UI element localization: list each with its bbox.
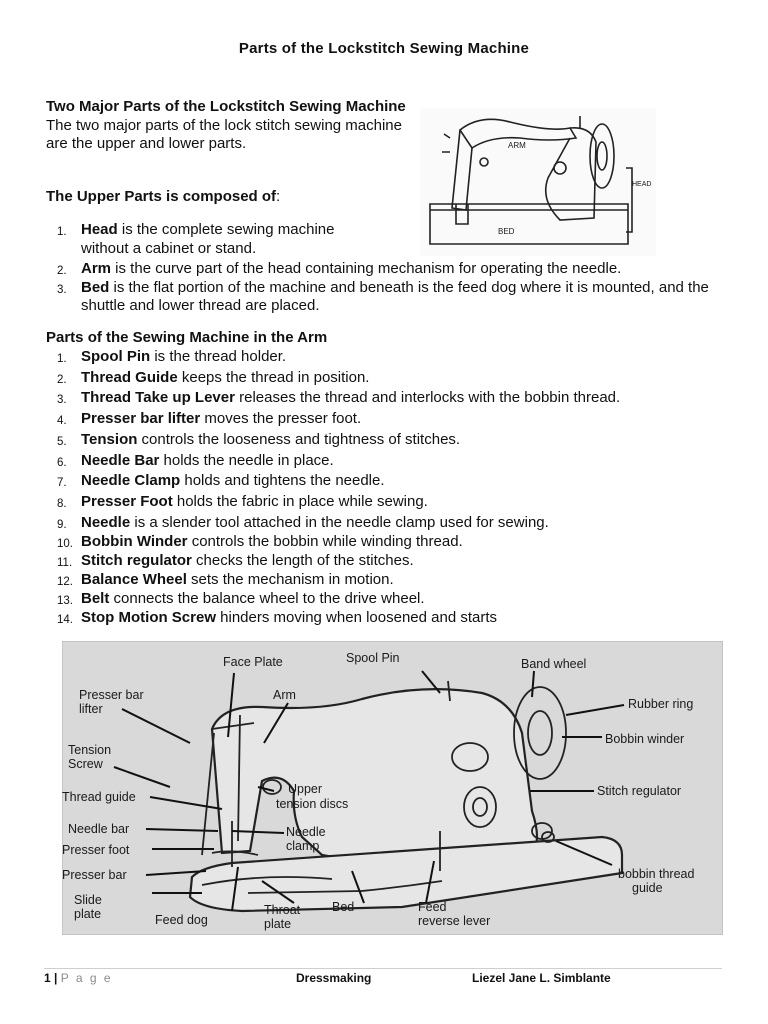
label-band-wheel: Band wheel	[521, 657, 587, 671]
list-term: Spool Pin	[81, 348, 151, 365]
list-number: 6.	[57, 456, 67, 469]
list-desc: keeps the thread in position.	[177, 368, 370, 386]
list-item	[46, 409, 746, 430]
footer-author: Liezel Jane L. Simblante	[472, 971, 611, 985]
label-stitch-regulator: Stitch regulator	[597, 784, 682, 798]
list-item	[46, 451, 746, 472]
list-desc: hinders moving when loosened and starts	[216, 608, 498, 626]
label-tension-2: Screw	[68, 757, 103, 771]
page-word: P a g e	[60, 971, 113, 985]
list-desc: holds the fabric in place while sewing.	[172, 492, 428, 510]
upper-heading-tail: :	[276, 188, 281, 205]
list-term: Presser bar lifter	[81, 410, 201, 428]
list-item	[46, 388, 746, 409]
list-number: 1.	[57, 226, 67, 238]
label-arm: Arm	[273, 688, 296, 702]
label-thread-guide: Thread guide	[62, 790, 136, 804]
list-number: 3.	[57, 283, 67, 296]
page-number: 1	[44, 971, 51, 985]
intro-text: The two major parts of the lock stitch sewing machine are the upper and lower parts.	[46, 116, 402, 152]
label-bobbin-thread-2: guide	[632, 881, 663, 895]
list-item	[46, 513, 746, 534]
list-desc: controls the looseness and tightness of stitches.	[137, 430, 461, 448]
label-bobbin-thread-1: bobbin thread	[618, 867, 695, 881]
list-term: Needle	[81, 513, 131, 531]
list-desc: is a slender tool attached in the needle clamp used for sewing.	[130, 513, 549, 531]
label-spool-pin: Spool Pin	[346, 651, 400, 665]
list-number: 10.	[57, 538, 73, 551]
sewing-machine-diagram-drawing	[62, 641, 723, 935]
footer-subject: Dressmaking	[296, 971, 372, 985]
list-desc: sets the mechanism in motion.	[186, 570, 394, 588]
list-number: 2.	[57, 373, 67, 386]
list-term: Stitch regulator	[81, 552, 192, 570]
label-needle-clamp-2: clamp	[286, 839, 320, 853]
label-needle-bar: Needle bar	[68, 822, 130, 836]
label-tension-1: Tension	[68, 743, 112, 757]
list-term: Arm	[81, 260, 112, 277]
label-throat-plate-2: plate	[264, 917, 292, 931]
list-number: 11.	[57, 557, 73, 570]
list-desc: controls the bobbin while winding thread.	[187, 533, 463, 551]
sketch-label-head: HEAD	[632, 181, 652, 188]
label-slide-plate-1: Slide	[74, 893, 102, 907]
list-desc: releases the thread and interlocks with the bobbin thread.	[234, 389, 621, 407]
upper-heading-bold: The Upper Parts is composed of	[46, 188, 277, 205]
list-item	[46, 221, 381, 258]
page-separator: |	[50, 971, 61, 985]
label-feed-reverse-1: Feed	[418, 900, 447, 914]
label-face-plate: Face Plate	[223, 655, 283, 669]
arm-parts-list	[46, 347, 746, 627]
list-number: 12.	[57, 575, 73, 588]
footer-divider	[44, 968, 722, 969]
footer-page-number	[44, 971, 113, 985]
list-item	[46, 347, 746, 368]
list-number: 14.	[57, 613, 73, 626]
list-desc: holds and tightens the needle.	[180, 472, 385, 490]
list-number: 5.	[57, 435, 67, 448]
list-item	[46, 430, 746, 451]
list-term: Needle Bar	[81, 451, 160, 469]
label-presser-bar-lifter-2: lifter	[79, 702, 103, 716]
list-number: 4.	[57, 415, 67, 428]
list-item	[46, 590, 746, 609]
machine-sketch-figure	[420, 108, 656, 256]
list-term: Tension	[81, 430, 138, 448]
list-desc: checks the length of the stitches.	[191, 552, 414, 570]
list-term: Belt	[81, 589, 110, 607]
list-item	[46, 279, 731, 316]
list-desc: is the thread holder.	[150, 348, 287, 365]
list-number: 7.	[57, 477, 67, 490]
intro-heading: Two Major Parts of the Lockstitch Sewing Machine	[46, 98, 406, 115]
list-term: Needle Clamp	[81, 472, 181, 490]
label-throat-plate-1: Throat	[264, 903, 301, 917]
list-term: Head	[81, 221, 118, 238]
intro-section	[46, 98, 406, 154]
list-term: Bed	[81, 278, 110, 296]
list-desc: is the flat portion of the machine and beneath is the feed dog where it is mounted, and the shuttle and lower thread are placed.	[81, 278, 709, 314]
label-presser-bar: Presser bar	[62, 868, 127, 882]
label-needle-clamp-1: Needle	[286, 825, 326, 839]
list-desc: is the curve part of the head containing mechanism for operating the needle.	[111, 260, 622, 277]
label-slide-plate-2: plate	[74, 907, 102, 921]
list-desc: is the complete sewing machine without a cabinet or stand.	[81, 221, 335, 257]
list-desc: moves the presser foot.	[200, 410, 362, 428]
label-rubber-ring: Rubber ring	[628, 697, 694, 711]
arm-parts-heading: Parts of the Sewing Machine in the Arm	[46, 329, 328, 346]
sketch-label-arm: ARM	[508, 141, 526, 150]
label-upper-tension-1: Upper	[288, 782, 323, 796]
list-term: Balance Wheel	[81, 570, 187, 588]
list-item	[46, 492, 746, 513]
list-item	[46, 571, 746, 590]
list-term: Presser Foot	[81, 492, 173, 510]
sketch-label-bed: BED	[498, 227, 515, 236]
label-upper-tension-2: tension discs	[276, 797, 349, 811]
list-item	[46, 368, 746, 389]
list-desc: holds the needle in place.	[159, 451, 334, 469]
list-number: 2.	[57, 265, 67, 277]
list-item	[46, 533, 746, 552]
label-feed-reverse-2: reverse lever	[418, 914, 491, 928]
machine-sketch-drawing	[420, 108, 656, 256]
list-number: 9.	[57, 518, 67, 531]
sewing-machine-diagram	[62, 641, 723, 935]
label-presser-foot: Presser foot	[62, 843, 130, 857]
upper-parts-heading	[46, 188, 280, 205]
list-item	[46, 552, 746, 571]
label-bobbin-winder: Bobbin winder	[605, 732, 685, 746]
list-number: 8.	[57, 497, 67, 510]
list-item	[46, 609, 746, 628]
list-term: Stop Motion Screw	[81, 608, 216, 626]
list-number: 3.	[57, 394, 67, 407]
document-title: Parts of the Lockstitch Sewing Machine	[238, 40, 530, 57]
list-desc: connects the balance wheel to the drive wheel.	[109, 589, 425, 607]
list-item	[46, 260, 746, 279]
list-term: Bobbin Winder	[81, 533, 188, 551]
label-feed-dog: Feed dog	[155, 913, 208, 927]
list-number: 13.	[57, 594, 73, 607]
list-term: Thread Take up Lever	[81, 389, 235, 407]
list-term: Thread Guide	[81, 368, 178, 386]
list-number: 1.	[57, 353, 67, 365]
label-bed: Bed	[332, 900, 355, 914]
list-item	[46, 471, 746, 492]
label-presser-bar-lifter-1: Presser bar	[79, 688, 144, 702]
